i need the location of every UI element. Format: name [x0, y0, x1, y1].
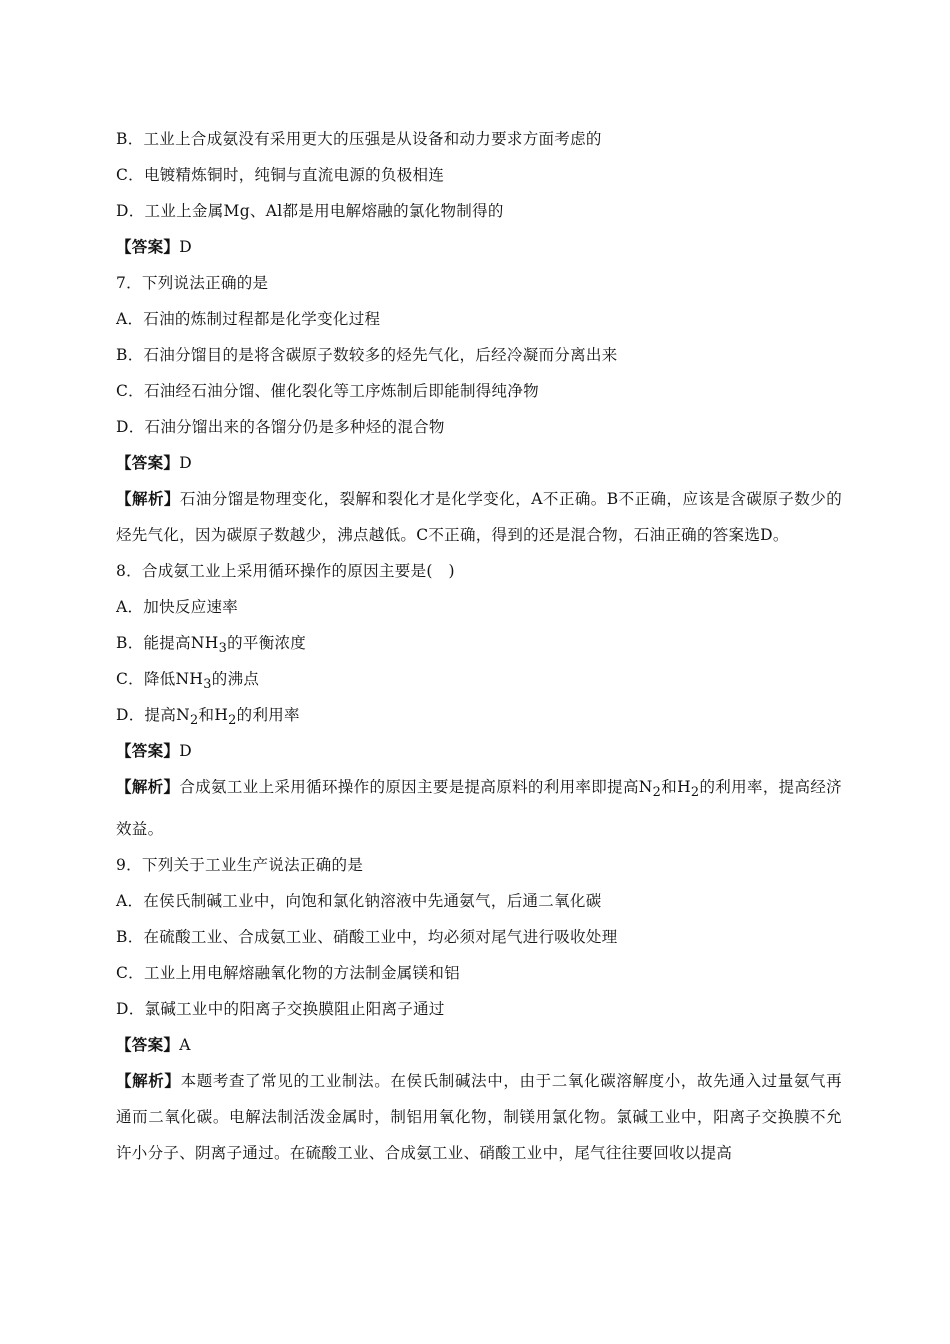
q8-option-d-mid: 和H: [198, 706, 229, 724]
q7-stem: 7．下列说法正确的是: [116, 274, 269, 292]
q6-option-c: C．电镀精炼铜时，纯铜与直流电源的负极相连: [116, 166, 445, 184]
q9-analysis-text: 本题考查了常见的工业制法。在侯氏制碱法中，由于二氧化碳溶解度小，故先通入过量氨气再通而二氧化碳。电解法制活泼金属时，制铝用氧化物，制镁用氯化物。氯碱工业中，阳离子交换膜不允许小分子、阴离子通过。在硫酸工业、合成氨工业、硝酸工业中，尾气往往要回收以提高: [116, 1072, 842, 1163]
q7-option-c: C．石油经石油分馏、催化裂化等工序炼制后即能制得纯净物: [116, 382, 539, 400]
q8-option-d-post: 的利用率: [236, 706, 300, 724]
q9-stem: 9．下列关于工业生产说法正确的是: [116, 856, 364, 875]
q8-analysis-sub1: 2: [652, 785, 662, 801]
q7-analysis: [116, 481, 842, 553]
q7-answer-value: D: [179, 454, 192, 472]
q9-option-b: B．在硫酸工业、合成氨工业、硝酸工业中，均必须对尾气进行吸收处理: [116, 928, 618, 947]
q8-option-c-sub: 3: [203, 677, 212, 693]
q8-option-c: [116, 661, 842, 697]
q8-option-b-sub: 3: [218, 641, 228, 657]
q8-option-d-pre: D．提高N: [116, 706, 190, 724]
q7-option-a: A．石油的炼制过程都是化学变化过程: [116, 310, 381, 328]
q9-answer-value: A: [179, 1036, 191, 1055]
q7-answer: [116, 445, 842, 481]
q7-analysis-tag: 【解析】: [116, 489, 180, 508]
q9-analysis: [116, 1063, 842, 1171]
q7-option-d: D．石油分馏出来的各馏分仍是多种烃的混合物: [116, 418, 445, 436]
q8-stem: 8．合成氨工业上采用循环操作的原因主要是( ): [116, 562, 455, 580]
q9-option-c: C．工业上用电解熔融氧化物的方法制金属镁和铝: [116, 964, 460, 983]
q8-option-a: A．加快反应速率: [116, 598, 239, 616]
q8-option-d-sub2: 2: [228, 713, 237, 729]
q6-answer-tag: 【答案】: [116, 237, 180, 256]
q8-analysis-mid: 和H: [661, 778, 691, 796]
q8-option-b-pre: B．能提高NH: [116, 634, 219, 652]
q8-option-c-post: 的沸点: [211, 670, 260, 688]
q8-option-d: [116, 697, 842, 733]
q6-option-d: D．工业上金属Mg、Al都是用电解熔融的氯化物制得的: [116, 202, 504, 220]
q6-answer-value: D: [179, 238, 192, 256]
q9-option-d: D．氯碱工业中的阳离子交换膜阻止阳离子通过: [116, 1000, 445, 1019]
document-content: [116, 121, 842, 1171]
q8-analysis-pre: 合成氨工业上采用循环操作的原因主要是提高原料的利用率即提高N: [179, 778, 653, 796]
q8-analysis: [116, 769, 842, 847]
q8-answer: [116, 733, 842, 769]
q8-analysis-tag: 【解析】: [116, 777, 180, 796]
q8-analysis-post: 的利用率，提高经济效益。: [116, 778, 842, 839]
q8-answer-value: D: [179, 742, 192, 760]
q8-analysis-sub2: 2: [690, 785, 700, 801]
q6-answer: [116, 229, 842, 265]
q7-option-b: B．石油分馏目的是将含碳原子数较多的烃先气化，后经冷凝而分离出来: [116, 346, 618, 364]
q9-answer: [116, 1027, 842, 1063]
q6-option-b: B．工业上合成氨没有采用更大的压强是从设备和动力要求方面考虑的: [116, 130, 602, 148]
q9-answer-tag: 【答案】: [116, 1035, 180, 1055]
q9-option-a: A．在侯氏制碱工业中，向饱和氯化钠溶液中先通氨气，后通二氧化碳: [116, 892, 602, 911]
q8-option-d-sub1: 2: [190, 713, 199, 729]
q7-answer-tag: 【答案】: [116, 453, 180, 472]
q8-answer-tag: 【答案】: [116, 741, 180, 760]
q8-option-c-pre: C．降低NH: [116, 670, 204, 688]
q8-option-b-post: 的平衡浓度: [227, 634, 307, 652]
q9-analysis-tag: 【解析】: [116, 1071, 181, 1091]
q8-option-b: [116, 625, 842, 661]
q7-analysis-text: 石油分馏是物理变化，裂解和裂化才是化学变化，A不正确。B不正确，应该是含碳原子数少的烃先气化，因为碳原子数越少，沸点越低。C不正确，得到的还是混合物，石油正确的答案选D。: [116, 490, 843, 544]
